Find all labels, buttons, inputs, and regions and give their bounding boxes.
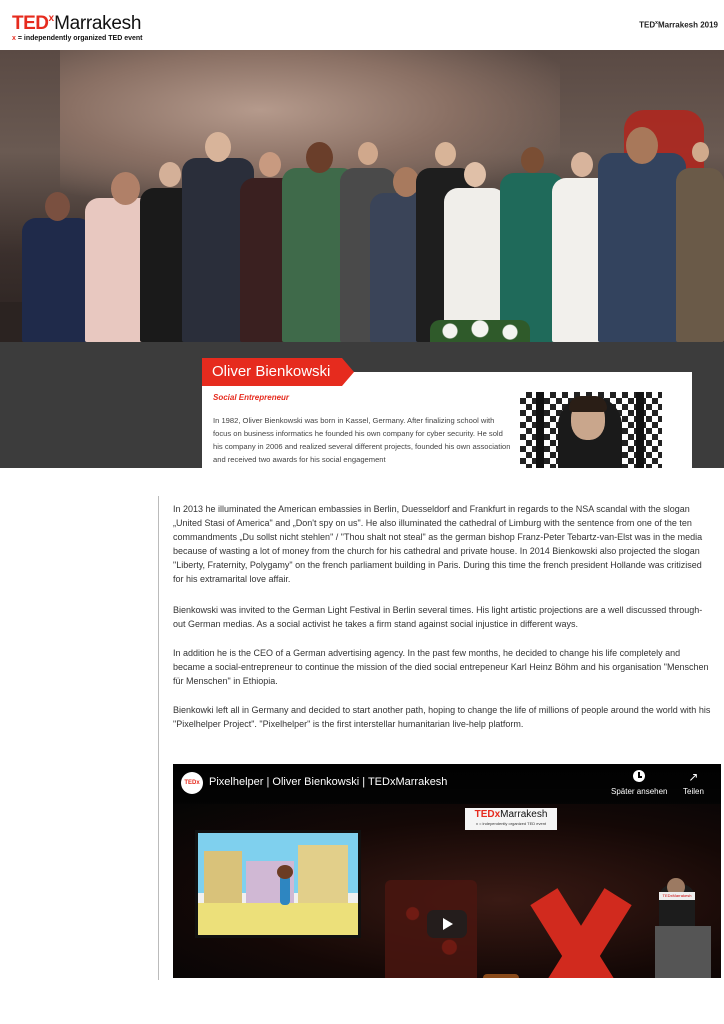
banner-city: Marrakesh xyxy=(500,809,548,820)
person-silhouette xyxy=(444,162,506,342)
person-head xyxy=(111,172,140,205)
person-silhouette xyxy=(598,127,686,342)
stage-x-sculpture xyxy=(525,896,635,978)
animation-ground xyxy=(198,903,358,935)
podium-label: TEDxMarrakesh xyxy=(659,892,695,900)
banner-tagline: x = independently organized TED event xyxy=(475,821,547,826)
logo-tagline-x: x xyxy=(12,35,16,42)
person-body xyxy=(598,153,686,342)
article-paragraph: In addition he is the CEO of a German advertising agency. In the past few months, he decided to change his life completely and became a social-entrepreneur to continue the mission of the died social entrepeneur Karl Heinz Böhm and his organisation "Menschen für Menschen" in Ethiopia. xyxy=(173,648,709,686)
speaker-name: Oliver Bienkowski xyxy=(202,358,342,386)
person-head xyxy=(626,127,658,164)
channel-avatar[interactable]: TEDx xyxy=(181,772,203,794)
article-paragraph: Bienkowki left all in Germany and decided to start another path, hoping to change the life of millions of people around the world with his "Pixelhelper Project". "Pixelhelper" is the first interstellar humanitarian live-help platform. xyxy=(173,705,711,729)
stage-tedx-banner xyxy=(465,808,557,830)
article-content xyxy=(158,496,724,980)
article-paragraph: Bienkowski was invited to the German Light Festival in Berlin several times. His light artistic projections are a well discussed through-out German medias. As a social activist he takes a firm stand against social injustice in different ways. xyxy=(173,605,703,629)
share-label: Teilen xyxy=(683,787,704,796)
person-head xyxy=(521,147,544,173)
person-silhouette xyxy=(676,142,724,342)
tedx-logo[interactable] xyxy=(12,9,143,42)
event-label-suffix: Marrakesh 2019 xyxy=(657,20,718,30)
speaker-bio: In 1982, Oliver Bienkowski was born in Kassel, Germany. After finalizing school with focus on business informatics he founded his own company for cyber security. He sold his company in 2006 and realized several different projects, founded his own association and received two awards for his social engagement xyxy=(213,416,511,464)
animation-character-head xyxy=(277,865,293,879)
watch-later-label: Später ansehen xyxy=(611,787,668,796)
person-head xyxy=(259,152,281,177)
person-head xyxy=(159,162,181,187)
person-head xyxy=(464,162,486,187)
logo-city: Marrakesh xyxy=(54,13,142,34)
speaker-portrait xyxy=(520,392,662,468)
portrait-stripe xyxy=(536,392,544,468)
share-button[interactable] xyxy=(683,770,704,796)
stage-fireplace xyxy=(483,974,519,978)
person-body xyxy=(676,168,724,342)
portrait-stripe xyxy=(636,392,644,468)
person-head xyxy=(45,192,70,221)
event-label-ted: TED xyxy=(639,20,656,30)
video-top-bar xyxy=(173,764,721,804)
person-silhouette xyxy=(22,192,92,342)
flower-arrangement xyxy=(430,320,530,342)
share-icon: ↗ xyxy=(688,770,699,784)
banner-ted: TEDx xyxy=(474,809,501,820)
play-icon[interactable] xyxy=(427,910,467,938)
logo-tagline xyxy=(12,35,143,42)
event-label-x: x xyxy=(655,20,658,26)
animation-character xyxy=(280,875,290,905)
speakers-group-photo xyxy=(0,50,724,342)
person-body xyxy=(22,218,92,342)
site-header xyxy=(0,0,724,50)
speaker-name-tab xyxy=(202,358,342,386)
logo-tagline-text: = independently organized TED event xyxy=(15,35,143,42)
video-title[interactable]: Pixelhelper | Oliver Bienkowski | TEDxMarrakesh xyxy=(209,776,448,788)
person-head xyxy=(692,142,709,162)
clock-icon xyxy=(611,770,668,784)
article-paragraph: In 2013 he illuminated the American embassies in Berlin, Duesseldorf and Frankfurt in regards to the NSA scandal with the slogan „United Stasi of America" and „Don't spy on us". He also illuminated the cathedral of Limburg with the sentence from one of the ten commandments „Du sollst nicht stehlen" / "Thou shalt not steal" as the german bishop Franz-Peter Tebartz-van-Elst was in the media because of wasting a lot of money from the church for his cathedral and private house. In 2014 Bienkowski also projected the slogan "Liberty, Fraternity, Polygamy" on the french parliament building in Paris. During this time the french president Hollande was critizised for his extramarital love affair. xyxy=(173,504,703,584)
logo-x: x xyxy=(48,13,55,24)
person-body xyxy=(444,188,506,342)
person-head xyxy=(358,142,378,165)
banner-wordmark xyxy=(465,808,557,821)
logo-wordmark xyxy=(12,9,143,34)
person-head xyxy=(306,142,333,173)
person-head xyxy=(571,152,593,177)
speaker-role: Social Entrepreneur xyxy=(213,393,290,402)
podium xyxy=(655,926,711,978)
youtube-video-embed[interactable] xyxy=(173,764,721,978)
watch-later-button[interactable] xyxy=(611,770,668,796)
portrait-hair xyxy=(569,396,607,412)
person-head xyxy=(205,132,231,162)
logo-ted: TED xyxy=(12,13,49,34)
event-label xyxy=(639,20,718,30)
projected-animation xyxy=(195,830,361,938)
